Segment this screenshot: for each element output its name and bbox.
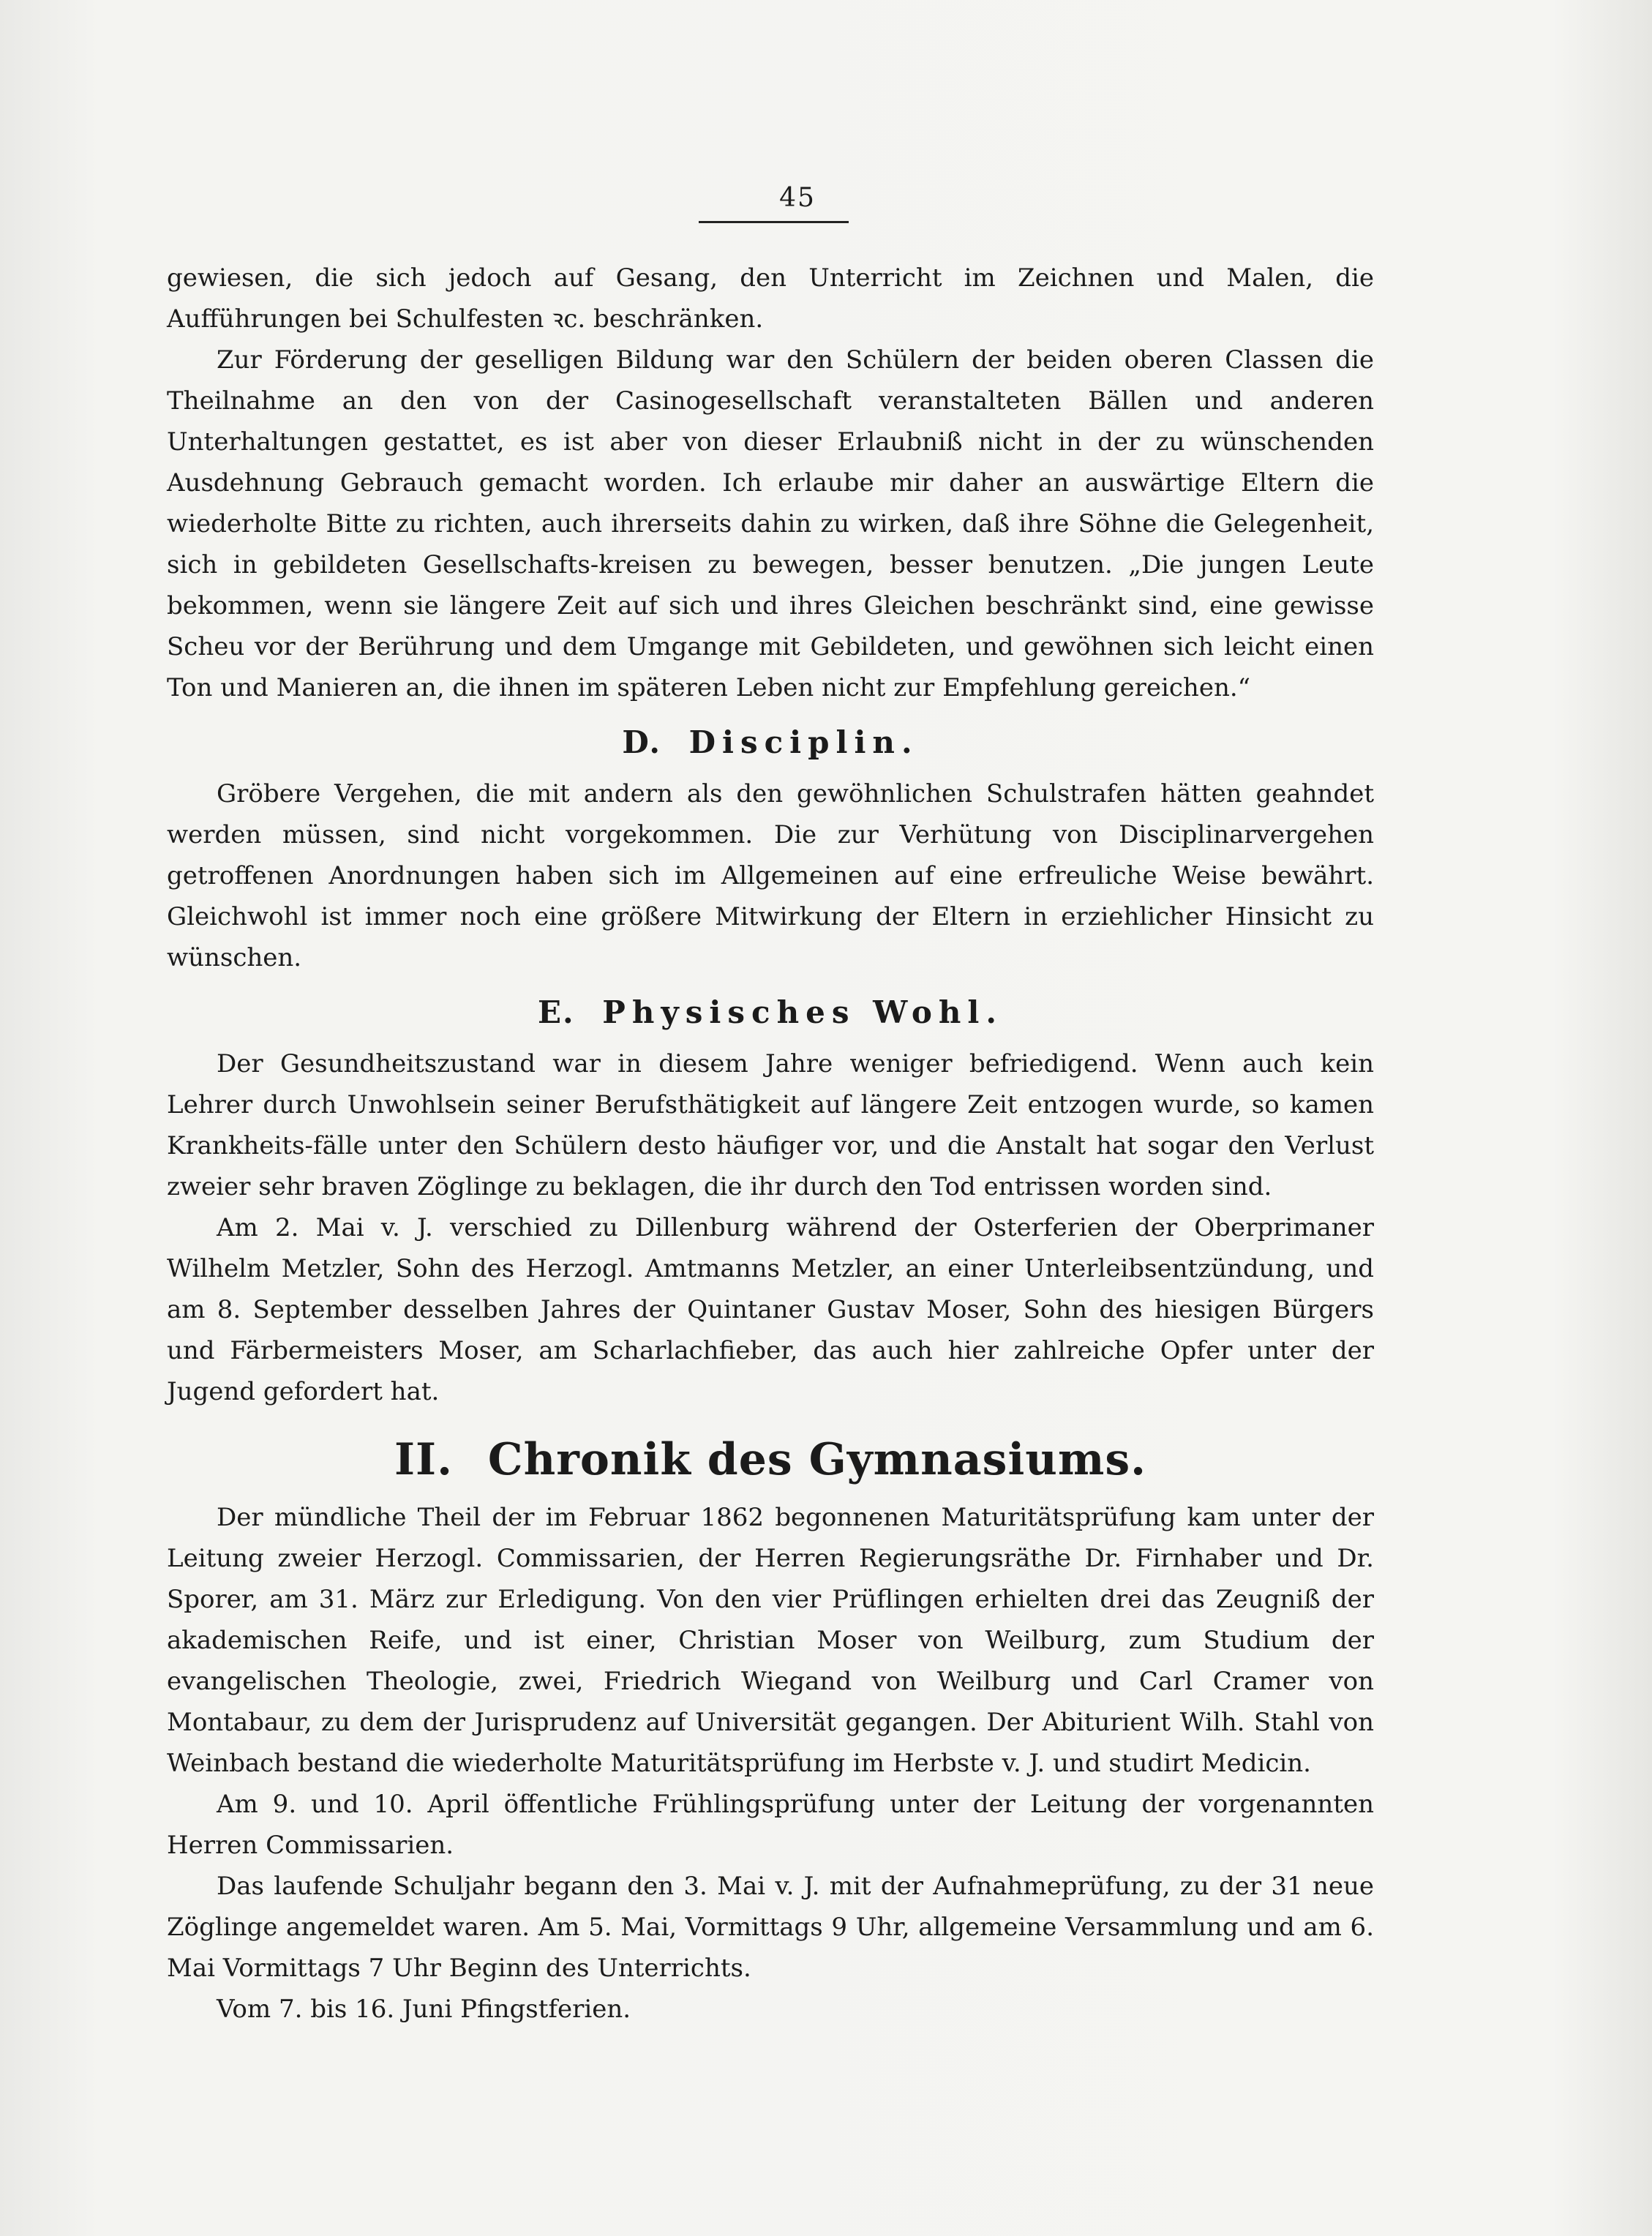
paragraph-social-education: Zur Förderung der geselligen Bildung war den Schülern der beiden oberen Classen die Theilnahme an den von der Casinogesellschaft veranstalteten Bällen und anderen Unterhaltungen gestattet, es ist aber von dieser Erlaubniß nicht in der zu wünschenden Ausdehnung Gebrauch gemacht worden. Ich erlaube mir daher an auswärtige Eltern die wiederholte Bitte zu richten, auch ihrerseits dahin zu wirken, daß ihre Söhne die Gelegenheit, sich in gebildeten Gesellschafts-kreisen zu bewegen, besser benutzen. „Die jungen Leute bekommen, wenn sie längere Zeit auf sich und ihres Gleichen beschränkt sind, eine gewisse Scheu vor der Berührung und dem Umgange mit Gebildeten, und gewöhnen sich leicht einen Ton und Manieren an, die ihnen im späteren Leben nicht zur Empfehlung gereichen.“: [167, 345, 1374, 702]
chapter-title: Chronik des Gymnasiums.: [487, 1434, 1147, 1485]
page-number: 45: [779, 183, 816, 213]
section-title: Physisches Wohl.: [602, 994, 1003, 1030]
paragraph-school-year: Das laufende Schuljahr begann den 3. Mai v. J. mit der Aufnahmeprüfung, zu der 31 neue Zöglinge angemeldet waren. Am 5. Mai, Vormittags 9 Uhr, allgemeine Versammlung und am 6. Mai Vormittags 7 Uhr Beginn des Unterrichts.: [167, 1872, 1374, 1983]
paragraph-maturity-exam: Der mündliche Theil der im Februar 1862 begonnenen Maturitätsprüfung kam unter der Leitung zweier Herzogl. Commissarien, der Herren Regierungsräthe Dr. Firnhaber und Dr. Sporer, am 31. März zur Erledigung. Von den vier Prüflingen erhielten drei das Zeugniß der akademischen Reife, und ist einer, Christian Moser von Weilburg, zum Studium der evangelischen Theologie, zwei, Friedrich Wiegand von Weilburg und Carl Cramer von Montabaur, zu dem der Jurisprudenz auf Universität gegangen. Der Abiturient Wilh. Stahl von Weinbach bestand die wiederholte Maturitätsprüfung im Herbste v. J. und studirt Medicin.: [167, 1503, 1374, 1778]
section-heading-physical-health: [167, 994, 1374, 1030]
section-letter: E.: [537, 994, 575, 1030]
section-heading-discipline: [167, 724, 1374, 760]
paragraph-spring-exam: Am 9. und 10. April öffentliche Frühlingsprüfung unter der Leitung der vorgenannten Herren Commissarien.: [167, 1790, 1374, 1860]
chapter-numeral: II.: [394, 1434, 453, 1485]
chapter-heading-chronicle: [167, 1434, 1374, 1485]
paragraph-continued: gewiesen, die sich jedoch auf Gesang, den Unterricht im Zeichnen und Malen, die Aufführungen bei Schulfesten ꝛc. beschränken.: [167, 263, 1374, 334]
paragraph-deaths: Am 2. Mai v. J. verschied zu Dillenburg während der Osterferien der Oberprimaner Wilhelm Metzler, Sohn des Herzogl. Amtmanns Metzler, an einer Unterleibsentzündung, und am 8. September desselben Jahres der Quintaner Gustav Moser, Sohn des hiesigen Bürgers und Färbermeisters Moser, am Scharlachfieber, das auch hier zahlreiche Opfer unter der Jugend gefordert hat.: [167, 1213, 1374, 1406]
paragraph-pentecost-holidays: Vom 7. bis 16. Juni Pfingstferien.: [217, 1995, 631, 2024]
section-letter: D.: [622, 724, 661, 760]
paragraph-health-state: Der Gesundheitszustand war in diesem Jahre weniger befriedigend. Wenn auch kein Lehrer durch Unwohlsein seiner Berufsthätigkeit auf längere Zeit entzogen wurde, so kamen Krankheits-fälle unter den Schülern desto häufiger vor, und die Anstalt hat sogar den Verlust zweier sehr braven Zöglinge zu beklagen, die ihr durch den Tod entrissen worden sind.: [167, 1049, 1374, 1201]
paragraph-discipline: Gröbere Vergehen, die mit andern als den gewöhnlichen Schulstrafen hätten geahndet werden müssen, sind nicht vorgekommen. Die zur Verhütung von Disciplinarvergehen getroffenen Anordnungen haben sich im Allgemeinen auf eine erfreuliche Weise bewährt. Gleichwohl ist immer noch eine größere Mitwirkung der Eltern in erziehlicher Hinsicht zu wünschen.: [167, 779, 1374, 972]
section-title: Disciplin.: [688, 724, 919, 760]
page-content: [167, 258, 1374, 2030]
page-number-rule: [699, 221, 849, 223]
